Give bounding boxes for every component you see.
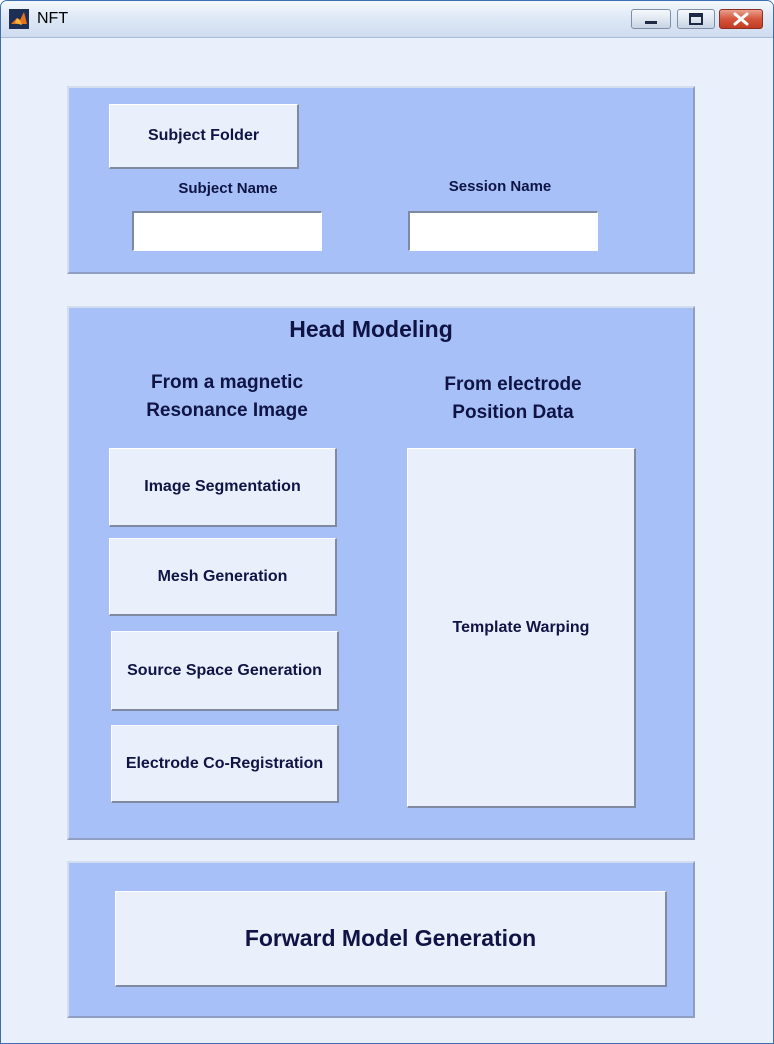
forward-model-panel [67,861,695,1018]
close-button[interactable] [719,9,763,29]
session-name-label: Session Name [448,178,552,195]
maximize-icon [678,10,714,28]
maximize-button[interactable] [677,9,715,29]
head-modeling-title: Head Modeling [289,316,453,342]
subject-name-label: Subject Name [178,180,278,197]
mri-heading-line2: Resonance Image [146,400,308,421]
electrode-heading-line2: Position Data [452,402,574,423]
subject-panel [67,86,695,274]
template-warping-button[interactable]: Template Warping [407,448,636,808]
subject-name-input[interactable] [132,211,322,251]
source-space-generation-button[interactable]: Source Space Generation [111,631,339,711]
mesh-generation-button[interactable]: Mesh Generation [109,538,337,616]
matlab-icon [9,9,29,29]
session-name-input[interactable] [408,211,598,251]
window-title: NFT [37,10,69,27]
title-bar[interactable] [1,1,773,38]
subject-folder-button[interactable]: Subject Folder [109,104,299,169]
figure-canvas [7,38,767,1038]
head-modeling-panel [67,306,695,840]
close-icon [720,10,762,28]
mri-heading-line1: From a magnetic [150,372,304,393]
minimize-icon [632,10,670,28]
electrode-coregistration-button[interactable]: Electrode Co-Registration [111,725,339,803]
image-segmentation-button[interactable]: Image Segmentation [109,448,337,527]
electrode-heading-line1: From electrode [444,374,582,395]
minimize-button[interactable] [631,9,671,29]
forward-model-generation-button[interactable]: Forward Model Generation [115,891,667,987]
